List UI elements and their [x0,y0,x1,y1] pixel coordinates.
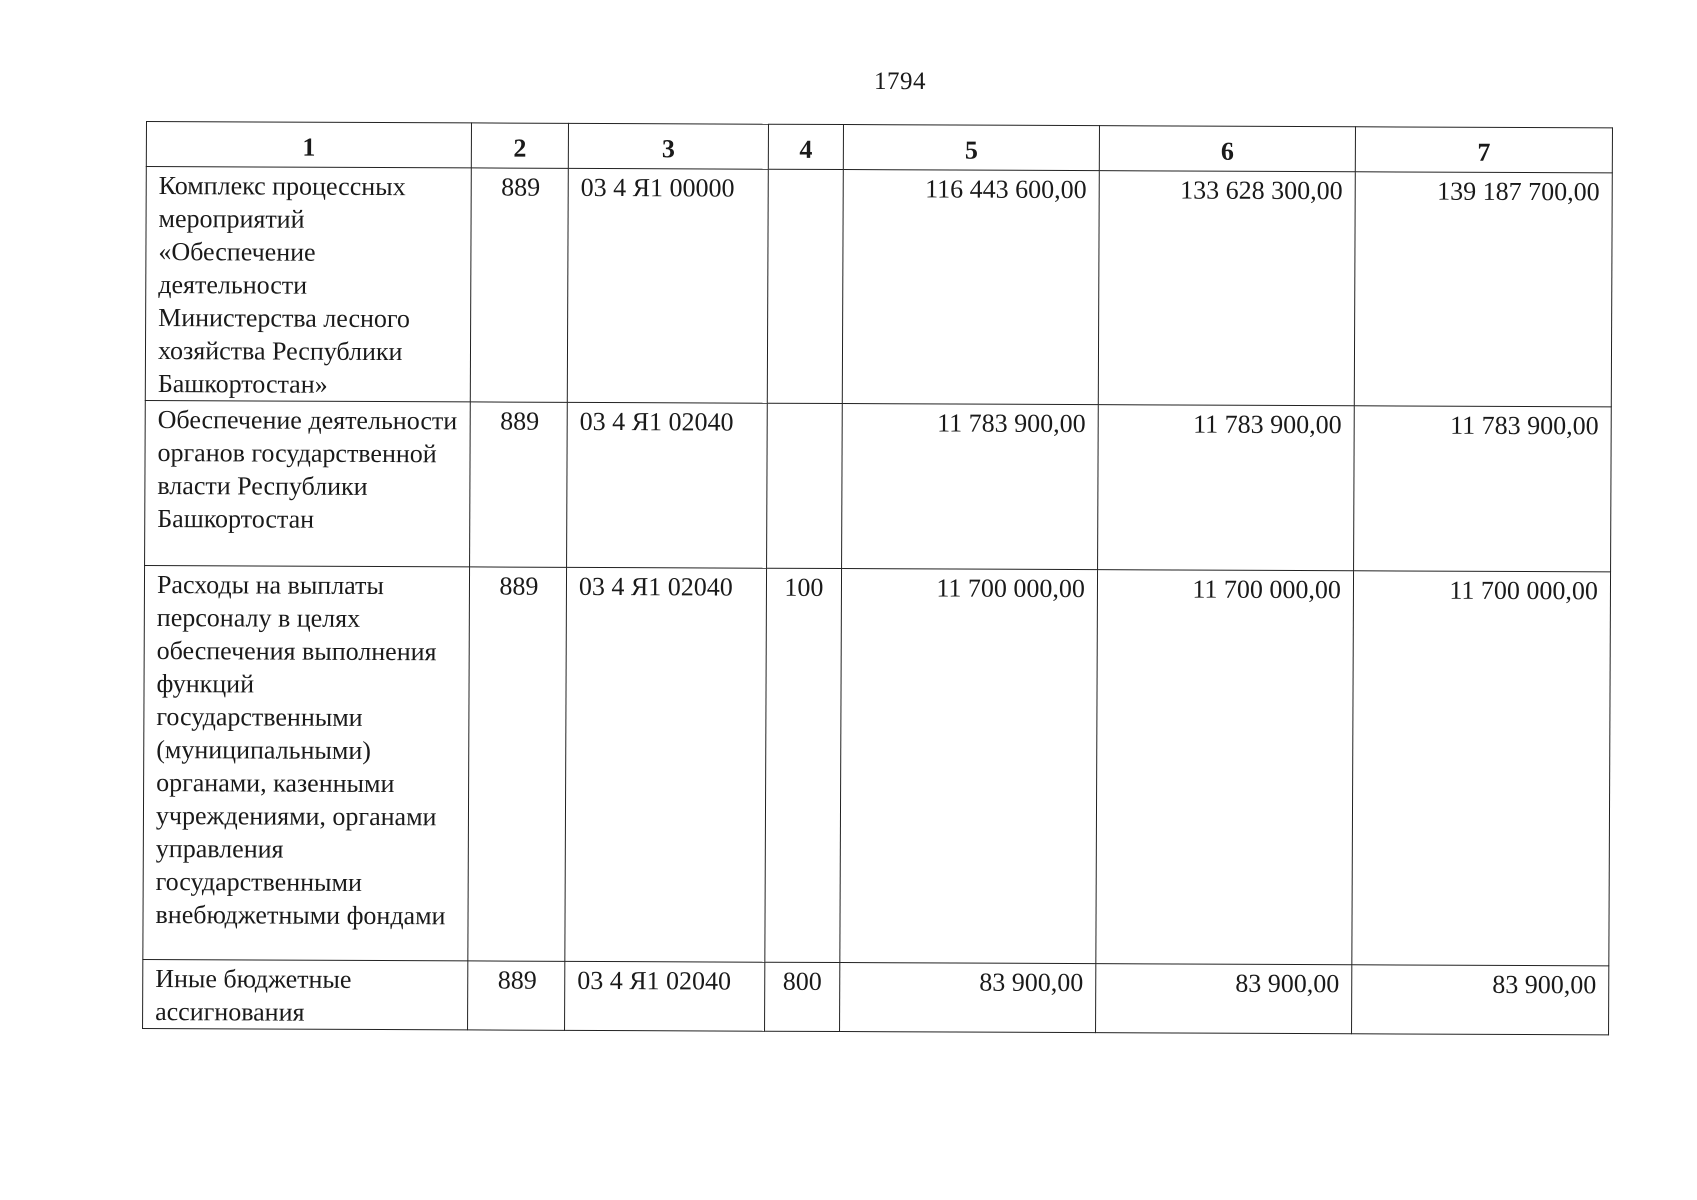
row-amount-2: 83 900,00 [1096,964,1352,1034]
row-amount-3: 83 900,00 [1352,965,1609,1035]
column-header: 5 [843,125,1099,171]
table-row [145,400,1612,571]
table-row [143,565,1611,965]
column-header: 1 [146,122,471,168]
row-vr: 100 [765,568,842,962]
row-vr: 800 [765,962,840,1031]
row-grbs: 889 [470,402,568,567]
row-grbs: 889 [470,168,568,402]
row-amount-1: 11 700 000,00 [840,569,1098,964]
row-name: Иные бюджетные ассигнования [143,959,468,1029]
row-amount-1: 11 783 900,00 [842,404,1099,570]
row-vr [767,403,843,568]
row-amount-3: 139 187 700,00 [1354,172,1612,407]
row-amount-2: 11 783 900,00 [1098,405,1355,571]
page-number: 1794 [874,68,926,95]
row-csr: 03 4 Я1 00000 [567,168,768,403]
row-name: Обеспечение деятельности органов государственной власти Республики Башкортостан [145,400,471,566]
budget-table [142,121,1613,1035]
column-header: 2 [471,123,568,168]
table-row [143,959,1609,1034]
row-name: Комплекс процессных мероприятий «Обеспечение деятельности Министерства лесного хозяйства Республики Башкортостан» [145,167,471,402]
column-header: 7 [1355,127,1612,173]
column-header: 4 [768,124,843,169]
column-header: 6 [1099,126,1355,172]
table-header-row [146,122,1612,173]
row-name: Расходы на выплаты персоналу в целях обеспечения выполнения функций государственными (муниципальными) органами, казенными учреждениями, органами управления государственными внебюджетными фондами [143,565,470,960]
table-row [145,167,1612,407]
row-amount-1: 116 443 600,00 [842,170,1099,405]
row-amount-2: 11 700 000,00 [1096,570,1354,965]
row-csr: 03 4 Я1 02040 [567,402,768,568]
row-vr [767,169,843,403]
row-amount-3: 11 783 900,00 [1354,406,1612,572]
row-amount-3: 11 700 000,00 [1352,571,1611,966]
row-amount-2: 133 628 300,00 [1098,171,1355,406]
row-grbs: 889 [468,567,567,961]
row-amount-1: 83 900,00 [840,963,1096,1033]
row-csr: 03 4 Я1 02040 [565,961,765,1031]
row-csr: 03 4 Я1 02040 [565,567,767,962]
column-header: 3 [568,123,768,169]
row-grbs: 889 [468,961,565,1030]
